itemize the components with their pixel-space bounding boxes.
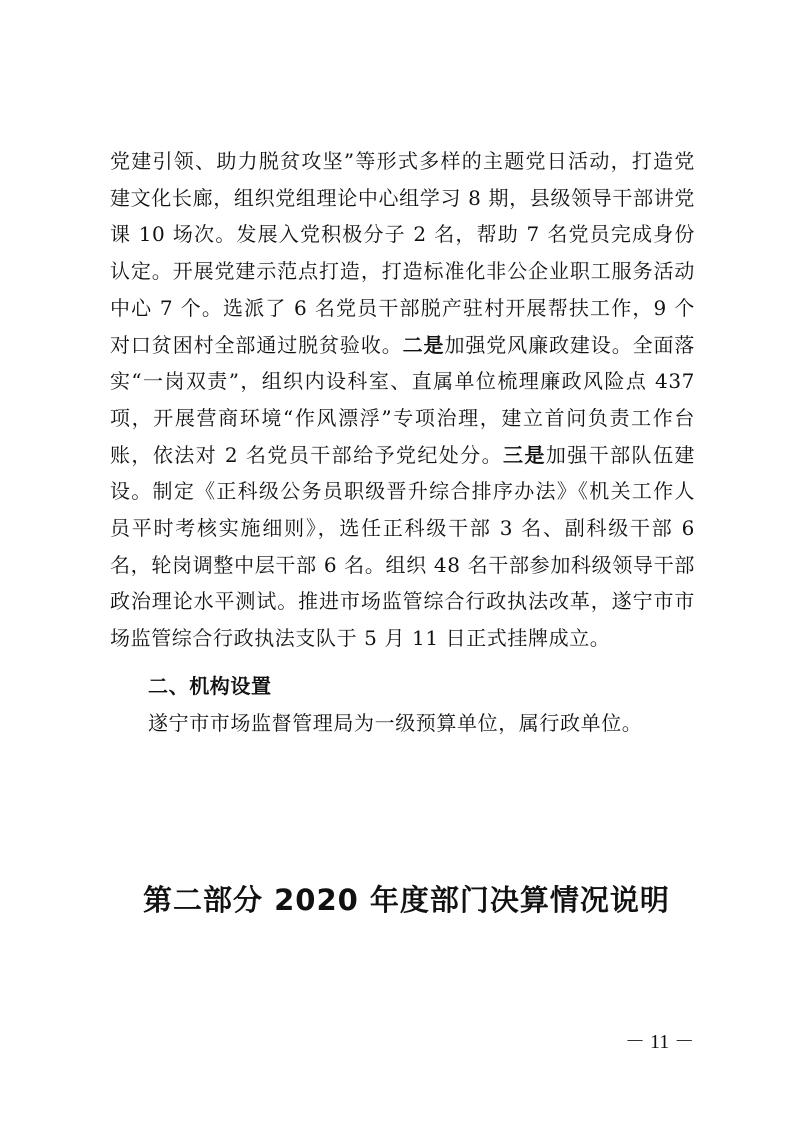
paragraph-part-3: 加强干部队伍建设。制定《正科级公务员职级晋升综合排序办法》《机关工作人员平时考核实施细则》，选任正科级干部 3 名、副科级干部 6 名，轮岗调整中层干部 6 名。组织 48 名干部参加科级领导干部政治理论水平测试。推进市场监管综合行政执法改革，遂宁市市场监管综合行政执法支队于 5 月 11 日正式挂牌成立。 [110,442,695,651]
paragraph-text [110,143,695,657]
paragraph-part-1: 党建引领、助力脱贫攻坚”等形式多样的主题党日活动，打造党建文化长廊，组织党组理论中心组学习 8 期，县级领导干部讲党课 10 场次。发展入党积极分子 2 名，帮助 7 名党员完成身份认定。开展党建示范点打造，打造标准化非公企业职工服务活动中心 7 个。选派了 6 名党员干部脱产驻村开展帮扶工作，9 个对口贫困村全部通过脱贫验收。 [110,149,695,357]
part-two-title: 第二部分 2020 年度部门决算情况说明 [143,883,670,917]
lead-phrase-2: 二是 [402,332,445,357]
main-paragraph [110,143,695,657]
paragraph-part-2: 加强党风廉政建设。全面落实“一岗双责”，组织内设科室、直属单位梳理廉政风险点 437 项，开展营商环境“作风漂浮”专项治理，建立首问负责工作台账，依法对 2 名党员干部给予党纪处分。 [110,332,696,467]
lead-phrase-3: 三是 [503,442,546,467]
section-body-organization: 遂宁市市场监督管理局为一级预算单位，属行政单位。 [148,711,643,735]
section-heading-organization: 二、机构设置 [148,674,272,698]
page-number: － 11 － [625,1031,695,1053]
